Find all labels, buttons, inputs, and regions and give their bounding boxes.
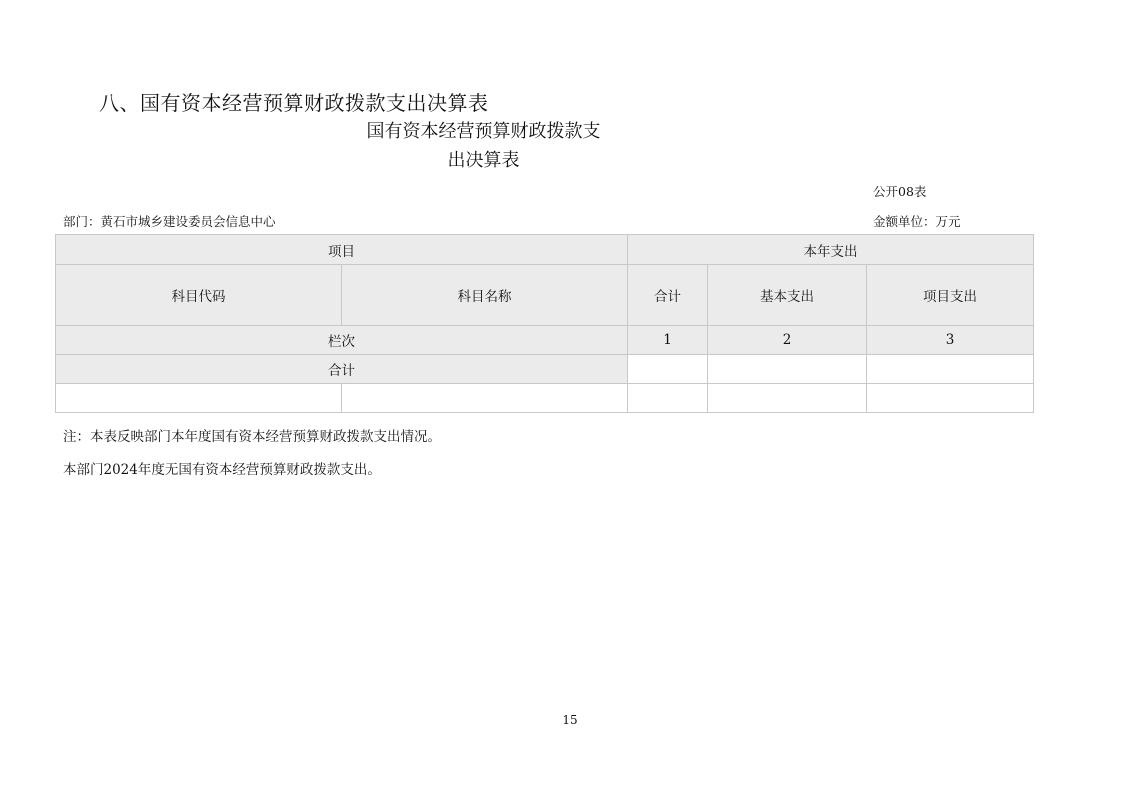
col-subject-name: 科目名称 bbox=[342, 265, 628, 326]
no-expense-statement: 本部门2024年度无国有资本经营预算财政拨款支出。 bbox=[63, 462, 381, 478]
page-number: 15 bbox=[562, 713, 578, 727]
total-cell bbox=[628, 355, 708, 384]
column-index-row bbox=[56, 326, 1034, 355]
total-project-cell bbox=[867, 355, 1034, 384]
section-heading: 八、国有资本经营预算财政拨款支出决算表 bbox=[99, 91, 489, 115]
column-index-label: 栏次 bbox=[56, 326, 628, 355]
col-project-expense: 项目支出 bbox=[867, 265, 1034, 326]
unit-label: 金额单位：万元 bbox=[873, 214, 961, 229]
table-cell bbox=[708, 384, 867, 413]
table-header-row bbox=[56, 235, 1034, 265]
table-subheader-row bbox=[56, 265, 1034, 326]
table-title-line-1: 国有资本经营预算财政拨款支 bbox=[366, 121, 601, 142]
form-code: 公开08表 bbox=[873, 184, 927, 199]
column-index-3: 3 bbox=[867, 326, 1034, 355]
header-item: 项目 bbox=[56, 235, 628, 265]
table-cell bbox=[867, 384, 1034, 413]
table-row bbox=[56, 384, 1034, 413]
total-basic-cell bbox=[708, 355, 867, 384]
col-total: 合计 bbox=[628, 265, 708, 326]
table-cell bbox=[56, 384, 342, 413]
col-subject-code: 科目代码 bbox=[56, 265, 342, 326]
total-row-label: 合计 bbox=[56, 355, 628, 384]
table-cell bbox=[628, 384, 708, 413]
column-index-2: 2 bbox=[708, 326, 867, 355]
column-index-1: 1 bbox=[628, 326, 708, 355]
col-basic-expense: 基本支出 bbox=[708, 265, 867, 326]
total-row bbox=[56, 355, 1034, 384]
table-cell bbox=[342, 384, 628, 413]
header-expense: 本年支出 bbox=[628, 235, 1034, 265]
table-title-line-2: 出决算表 bbox=[447, 150, 520, 171]
department-label: 部门：黄石市城乡建设委员会信息中心 bbox=[63, 214, 276, 229]
expenditure-table bbox=[55, 234, 1034, 413]
table-note: 注：本表反映部门本年度国有资本经营预算财政拨款支出情况。 bbox=[63, 429, 441, 445]
